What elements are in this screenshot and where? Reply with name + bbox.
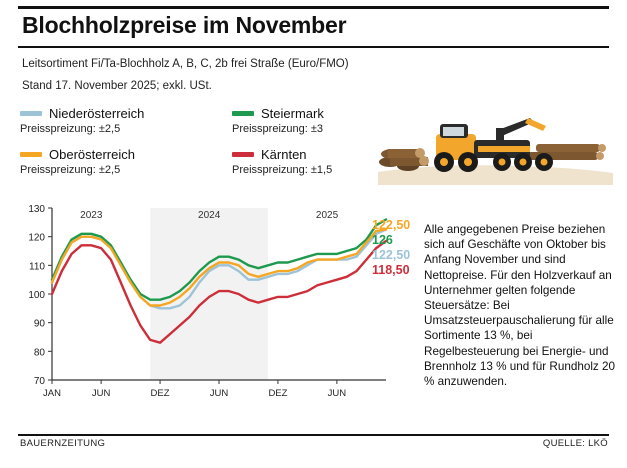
chart-svg	[18, 198, 410, 418]
end-value-kaernten: 118,50	[372, 263, 410, 277]
svg-text:JUN: JUN	[327, 388, 347, 399]
legend-swatch-icon	[232, 152, 254, 157]
title-rule-top	[18, 6, 609, 9]
title-rule-bottom	[18, 46, 609, 48]
svg-text:90: 90	[33, 318, 45, 330]
legend-label: Niederösterreich	[49, 106, 145, 121]
legend-label: Kärnten	[261, 147, 307, 162]
legend-swatch-icon	[20, 152, 42, 157]
svg-text:110: 110	[29, 261, 45, 273]
svg-text:JUN: JUN	[209, 388, 229, 399]
svg-text:80: 80	[33, 347, 45, 359]
legend-spread: Preisspreizung: ±2,5	[20, 123, 121, 135]
legend-label: Oberösterreich	[49, 147, 135, 162]
footer-source: QUELLE: LKÖ	[542, 438, 608, 449]
svg-text:2025: 2025	[315, 210, 339, 221]
legend-item-niederoesterreich	[20, 106, 144, 135]
svg-text:100: 100	[28, 290, 45, 301]
end-value-niederoesterreich: 122,50	[372, 248, 411, 262]
end-value-steiermark: 126	[372, 233, 393, 247]
legend-spread: Preisspreizung: ±2,5	[20, 164, 121, 176]
legend-item-oberoesterreich	[20, 147, 144, 176]
subtitle-sortiment: Leitsortiment Fi/Ta-Blochholz A, B, C, 2b frei Straße (Euro/FMO)	[22, 58, 349, 70]
legend-swatch-icon	[20, 111, 42, 116]
svg-text:JAN: JAN	[43, 388, 61, 399]
subtitle-stand: Stand 17. November 2025; exkl. USt.	[22, 80, 212, 92]
legend-label: Steiermark	[261, 106, 324, 121]
legend-column-left	[20, 106, 144, 188]
end-value-oberoesterreich: 122,50	[372, 218, 411, 232]
svg-text:DEZ: DEZ	[268, 388, 288, 399]
svg-text:2023: 2023	[80, 210, 103, 221]
price-line-chart	[18, 198, 410, 418]
page-title: Blochholzpreise im November	[22, 12, 347, 38]
svg-text:120: 120	[28, 232, 45, 244]
svg-text:JUN: JUN	[91, 388, 111, 399]
svg-text:2024: 2024	[198, 210, 221, 221]
footer-brand: BAUERNZEITUNG	[20, 438, 106, 449]
svg-text:70: 70	[33, 376, 45, 387]
legend-item-steiermark	[232, 106, 332, 135]
forestry-harvester-illustration	[378, 100, 613, 185]
legend-item-kaernten	[232, 147, 332, 176]
tax-note-text: Alle angegebenen Preise beziehen sich auf Geschäfte von Oktober bis Anfang November und sind Nettopreise. Für den Holzverkauf an Unternehmer gelten folgende Steuersätze: Bei Umsatzsteuerpauschalierung für alle Sortimente 13 %, bei Regelbesteuerung bei Energie- und Brennholz 13 % und für Rundholz 20 % anzuwenden.	[424, 223, 616, 389]
legend-column-right	[232, 106, 332, 188]
svg-text:130: 130	[28, 204, 45, 215]
footer-rule	[18, 434, 609, 436]
legend-swatch-icon	[232, 111, 254, 116]
legend-spread: Preisspreizung: ±3	[232, 123, 324, 135]
legend-spread: Preisspreizung: ±1,5	[232, 164, 333, 176]
svg-text:DEZ: DEZ	[150, 388, 170, 399]
